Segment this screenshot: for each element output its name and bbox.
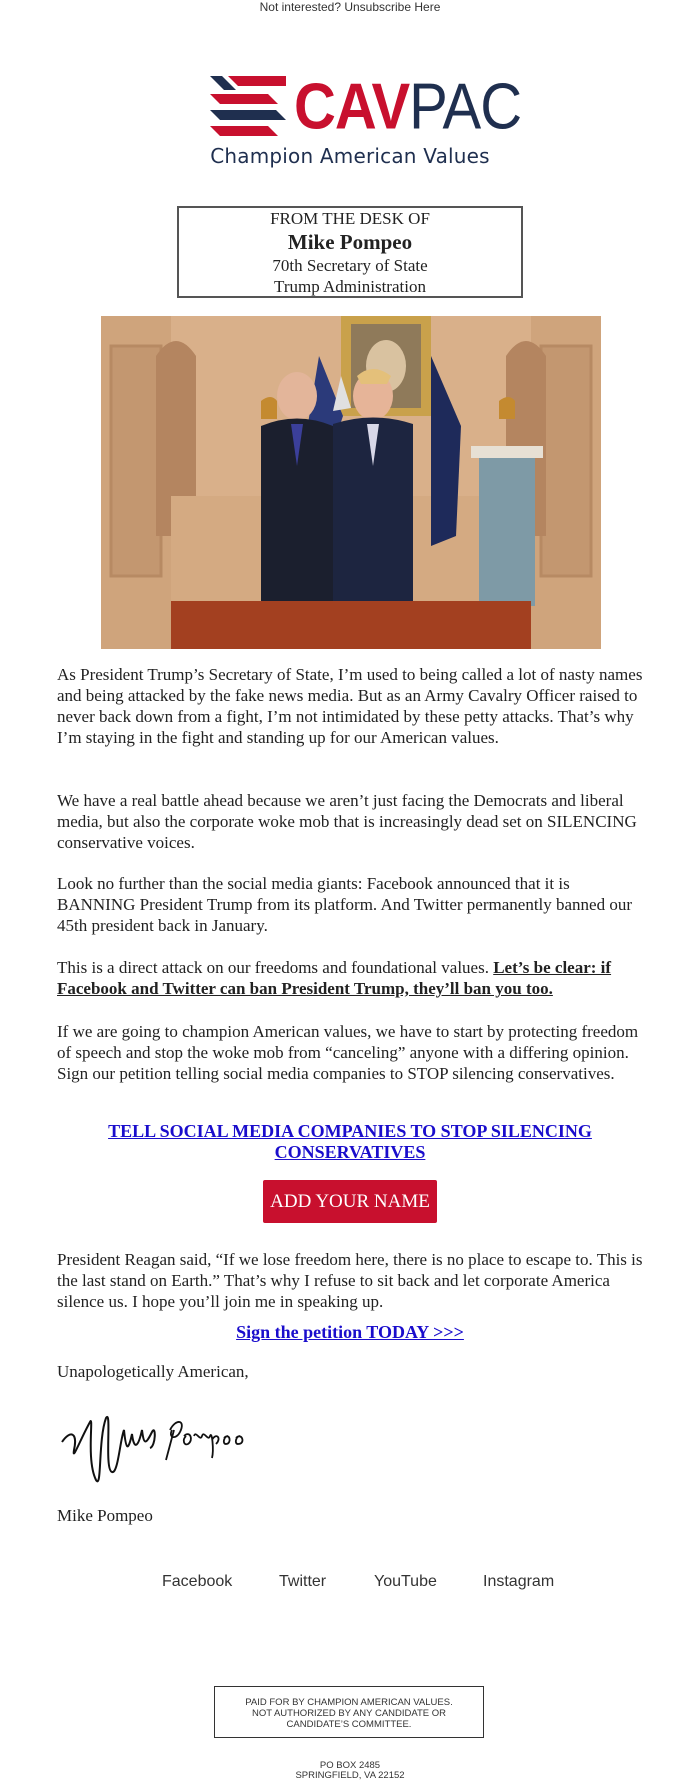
body-paragraph-2: We have a real battle ahead because we aren’t just facing the Democrats and liberal media, but also the corporate woke mob that is increasingly dead set on SILENCING conservative voices. bbox=[57, 791, 637, 852]
cavpac-logo[interactable] bbox=[210, 70, 522, 170]
unsubscribe-link[interactable]: Not interested? Unsubscribe Here bbox=[259, 0, 441, 14]
signature-icon bbox=[60, 1400, 260, 1492]
tell-social-media-link[interactable]: TELL SOCIAL MEDIA COMPANIES TO STOP SILENCING CONSERVATIVES bbox=[108, 1121, 592, 1162]
unsubscribe-bar bbox=[0, 0, 700, 14]
body-paragraph-3: Look no further than the social media giants: Facebook announced that it is BANNING President Trump from its platform. And Twitter permanently banned our 45th president back in January. bbox=[57, 874, 633, 935]
from-the-desk-box bbox=[177, 206, 523, 298]
logo-tagline: Champion American Values bbox=[210, 144, 490, 168]
cta-headline bbox=[57, 1121, 643, 1163]
petition-cta bbox=[57, 1322, 643, 1343]
twitter-link[interactable]: Twitter bbox=[279, 1573, 327, 1590]
closing-line: Unapologetically American, bbox=[57, 1362, 249, 1381]
add-your-name-button[interactable]: ADD YOUR NAME bbox=[263, 1180, 437, 1223]
facebook-link[interactable]: Facebook bbox=[162, 1573, 233, 1590]
paid-for-disclaimer: PAID FOR BY CHAMPION AMERICAN VALUES. NOT AUTHORIZED BY ANY CANDIDATE OR CANDIDATE’S COMMITTEE. bbox=[214, 1686, 484, 1738]
signer-name: Mike Pompeo bbox=[57, 1506, 153, 1525]
photo-two-men-in-suits-icon bbox=[101, 316, 601, 649]
desk-name: Mike Pompeo bbox=[287, 230, 413, 254]
logo-wordmark: CAVPAC bbox=[294, 70, 522, 144]
instagram-link[interactable]: Instagram bbox=[483, 1573, 555, 1590]
body-paragraph-1: As President Trump’s Secretary of State, I’m used to being called a lot of nasty names and being attacked by the fake news media. But as an Army Cavalry Officer raised to never back down from a fight, I’m not intimidated by these petty attacks. That’s why I’m staying in the fight and standing up for our American values. bbox=[57, 665, 643, 747]
flag-stripes-logo-icon bbox=[210, 76, 286, 138]
desk-admin: Trump Administration bbox=[274, 277, 426, 296]
desk-title: 70th Secretary of State bbox=[272, 256, 428, 275]
body-paragraph-4: This is a direct attack on our freedoms and foundational values. Let’s be clear: if Facebook and Twitter can ban President Trump, they’ll ban you too. bbox=[57, 958, 612, 998]
mailing-address: PO BOX 2485 SPRINGFIELD, VA 22152 bbox=[295, 1760, 405, 1781]
hero-photo bbox=[101, 316, 601, 649]
youtube-link[interactable]: YouTube bbox=[374, 1573, 437, 1590]
sign-petition-link[interactable]: Sign the petition TODAY >>> bbox=[236, 1322, 464, 1342]
body-paragraph-6: President Reagan said, “If we lose freedom here, there is no place to escape to. This is the last stand on Earth.” That’s why I refuse to sit back and let corporate America silence us. I hope you’ll join me in speaking up. bbox=[57, 1250, 643, 1311]
body-paragraph-5: If we are going to champion American values, we have to start by protecting freedom of speech and stop the woke mob from “canceling” anyone with a differing opinion. Sign our petition telling social media companies to STOP silencing conservatives. bbox=[57, 1022, 639, 1083]
desk-heading: FROM THE DESK OF bbox=[270, 209, 430, 228]
emphasis-text: Let’s be clear: if Facebook and Twitter can ban President Trump, they’ll ban you too. bbox=[57, 958, 612, 998]
